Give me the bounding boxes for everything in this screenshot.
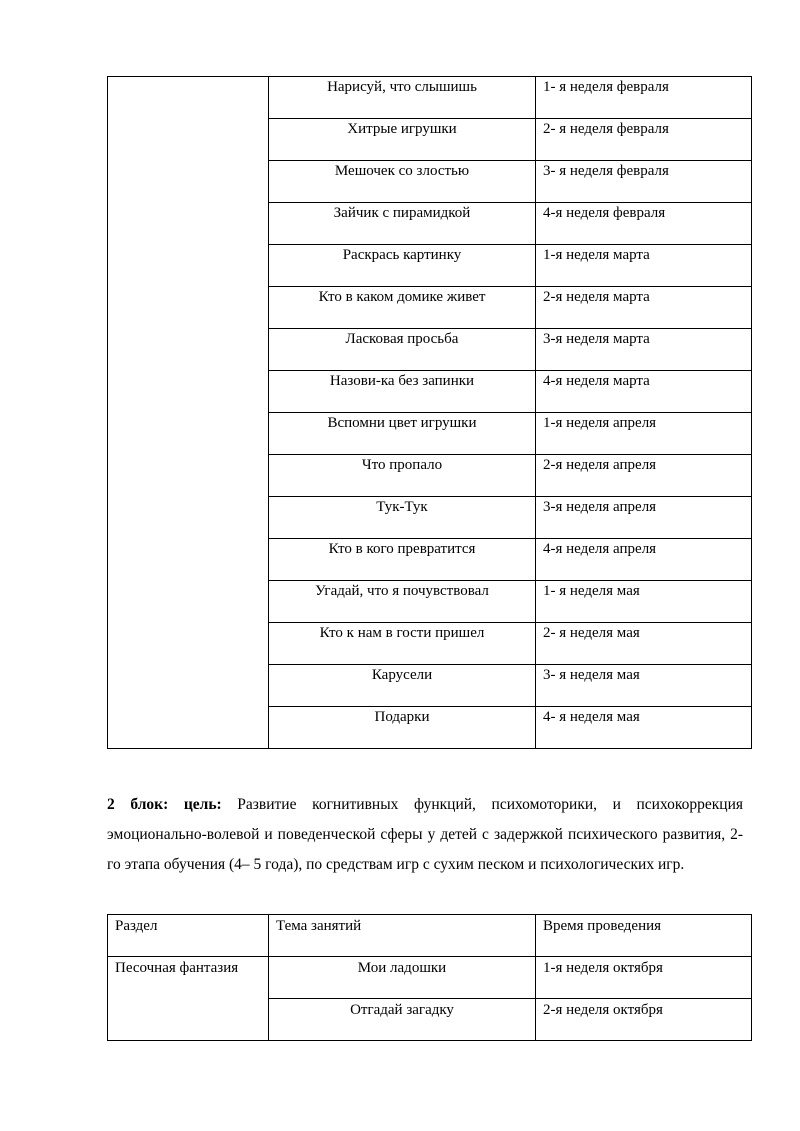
topic-cell: Что пропало xyxy=(361,457,443,473)
block2-description xyxy=(107,790,743,880)
time-cell: 1-я неделя апреля xyxy=(543,415,657,431)
time-cell: 3- я неделя февраля xyxy=(543,163,669,179)
topic-cell: Кто в кого превратится xyxy=(328,541,476,557)
topic-cell: Угадай, что я почувствовал xyxy=(315,583,489,599)
time-cell: 4-я неделя апреля xyxy=(543,541,657,557)
topic-cell: Кто к нам в гости пришел xyxy=(319,625,485,641)
time-cell: 3- я неделя мая xyxy=(543,667,640,683)
header-section: Раздел xyxy=(115,918,158,934)
time-cell: 2- я неделя мая xyxy=(543,625,640,641)
section-name: Песочная фантазия xyxy=(115,960,239,976)
table-header-row xyxy=(108,915,752,957)
table-row xyxy=(108,957,752,999)
topic-cell: Зайчик с пирамидкой xyxy=(333,205,471,221)
table-row xyxy=(108,77,752,119)
time-cell: 1-я неделя марта xyxy=(543,247,650,263)
time-cell: 2-я неделя марта xyxy=(543,289,650,305)
time-cell: 3-я неделя марта xyxy=(543,331,650,347)
topic-cell: Нарисуй, что слышишь xyxy=(327,79,477,95)
topic-cell: Карусели xyxy=(371,667,433,683)
topic-cell: Назови-ка без запинки xyxy=(329,373,475,389)
section-cell xyxy=(108,77,269,749)
header-time: Время проведения xyxy=(543,918,662,934)
topic-cell: Отгадай загадку xyxy=(350,1002,454,1018)
header-topic: Тема занятий xyxy=(276,918,362,934)
time-cell: 2-я неделя апреля xyxy=(543,457,657,473)
time-cell: 4-я неделя марта xyxy=(543,373,650,389)
topic-cell: Раскрась картинку xyxy=(342,247,462,263)
time-cell: 1- я неделя мая xyxy=(543,583,640,599)
topic-cell: Хитрые игрушки xyxy=(347,121,457,137)
time-cell: 1- я неделя февраля xyxy=(543,79,669,95)
block2-label: 2 блок: цель: xyxy=(107,796,222,813)
block2-text: Развитие когнитивных функций, психомоторики, и психокоррекция эмоционально-волевой и поведенческой сферы у детей с задержкой психического развития, 2-го этапа обучения (4– 5 года), по средствам игр с сухим песком и психологических игр. xyxy=(107,796,743,873)
schedule-table-block2 xyxy=(107,914,752,1041)
schedule-table-continued xyxy=(107,76,752,749)
topic-cell: Подарки xyxy=(374,709,430,725)
time-cell: 3-я неделя апреля xyxy=(543,499,657,515)
topic-cell: Мешочек со злостью xyxy=(334,163,470,179)
time-cell: 1-я неделя октября xyxy=(543,960,663,976)
topic-cell: Ласковая просьба xyxy=(345,331,459,347)
time-cell: 2- я неделя февраля xyxy=(543,121,669,137)
time-cell: 4-я неделя февраля xyxy=(543,205,666,221)
time-cell: 4- я неделя мая xyxy=(543,709,640,725)
time-cell: 2-я неделя октября xyxy=(543,1002,663,1018)
topic-cell: Вспомни цвет игрушки xyxy=(327,415,477,431)
topic-cell: Тук-Тук xyxy=(376,499,428,515)
topic-cell: Мои ладошки xyxy=(357,960,447,976)
topic-cell: Кто в каком домике живет xyxy=(318,289,486,305)
